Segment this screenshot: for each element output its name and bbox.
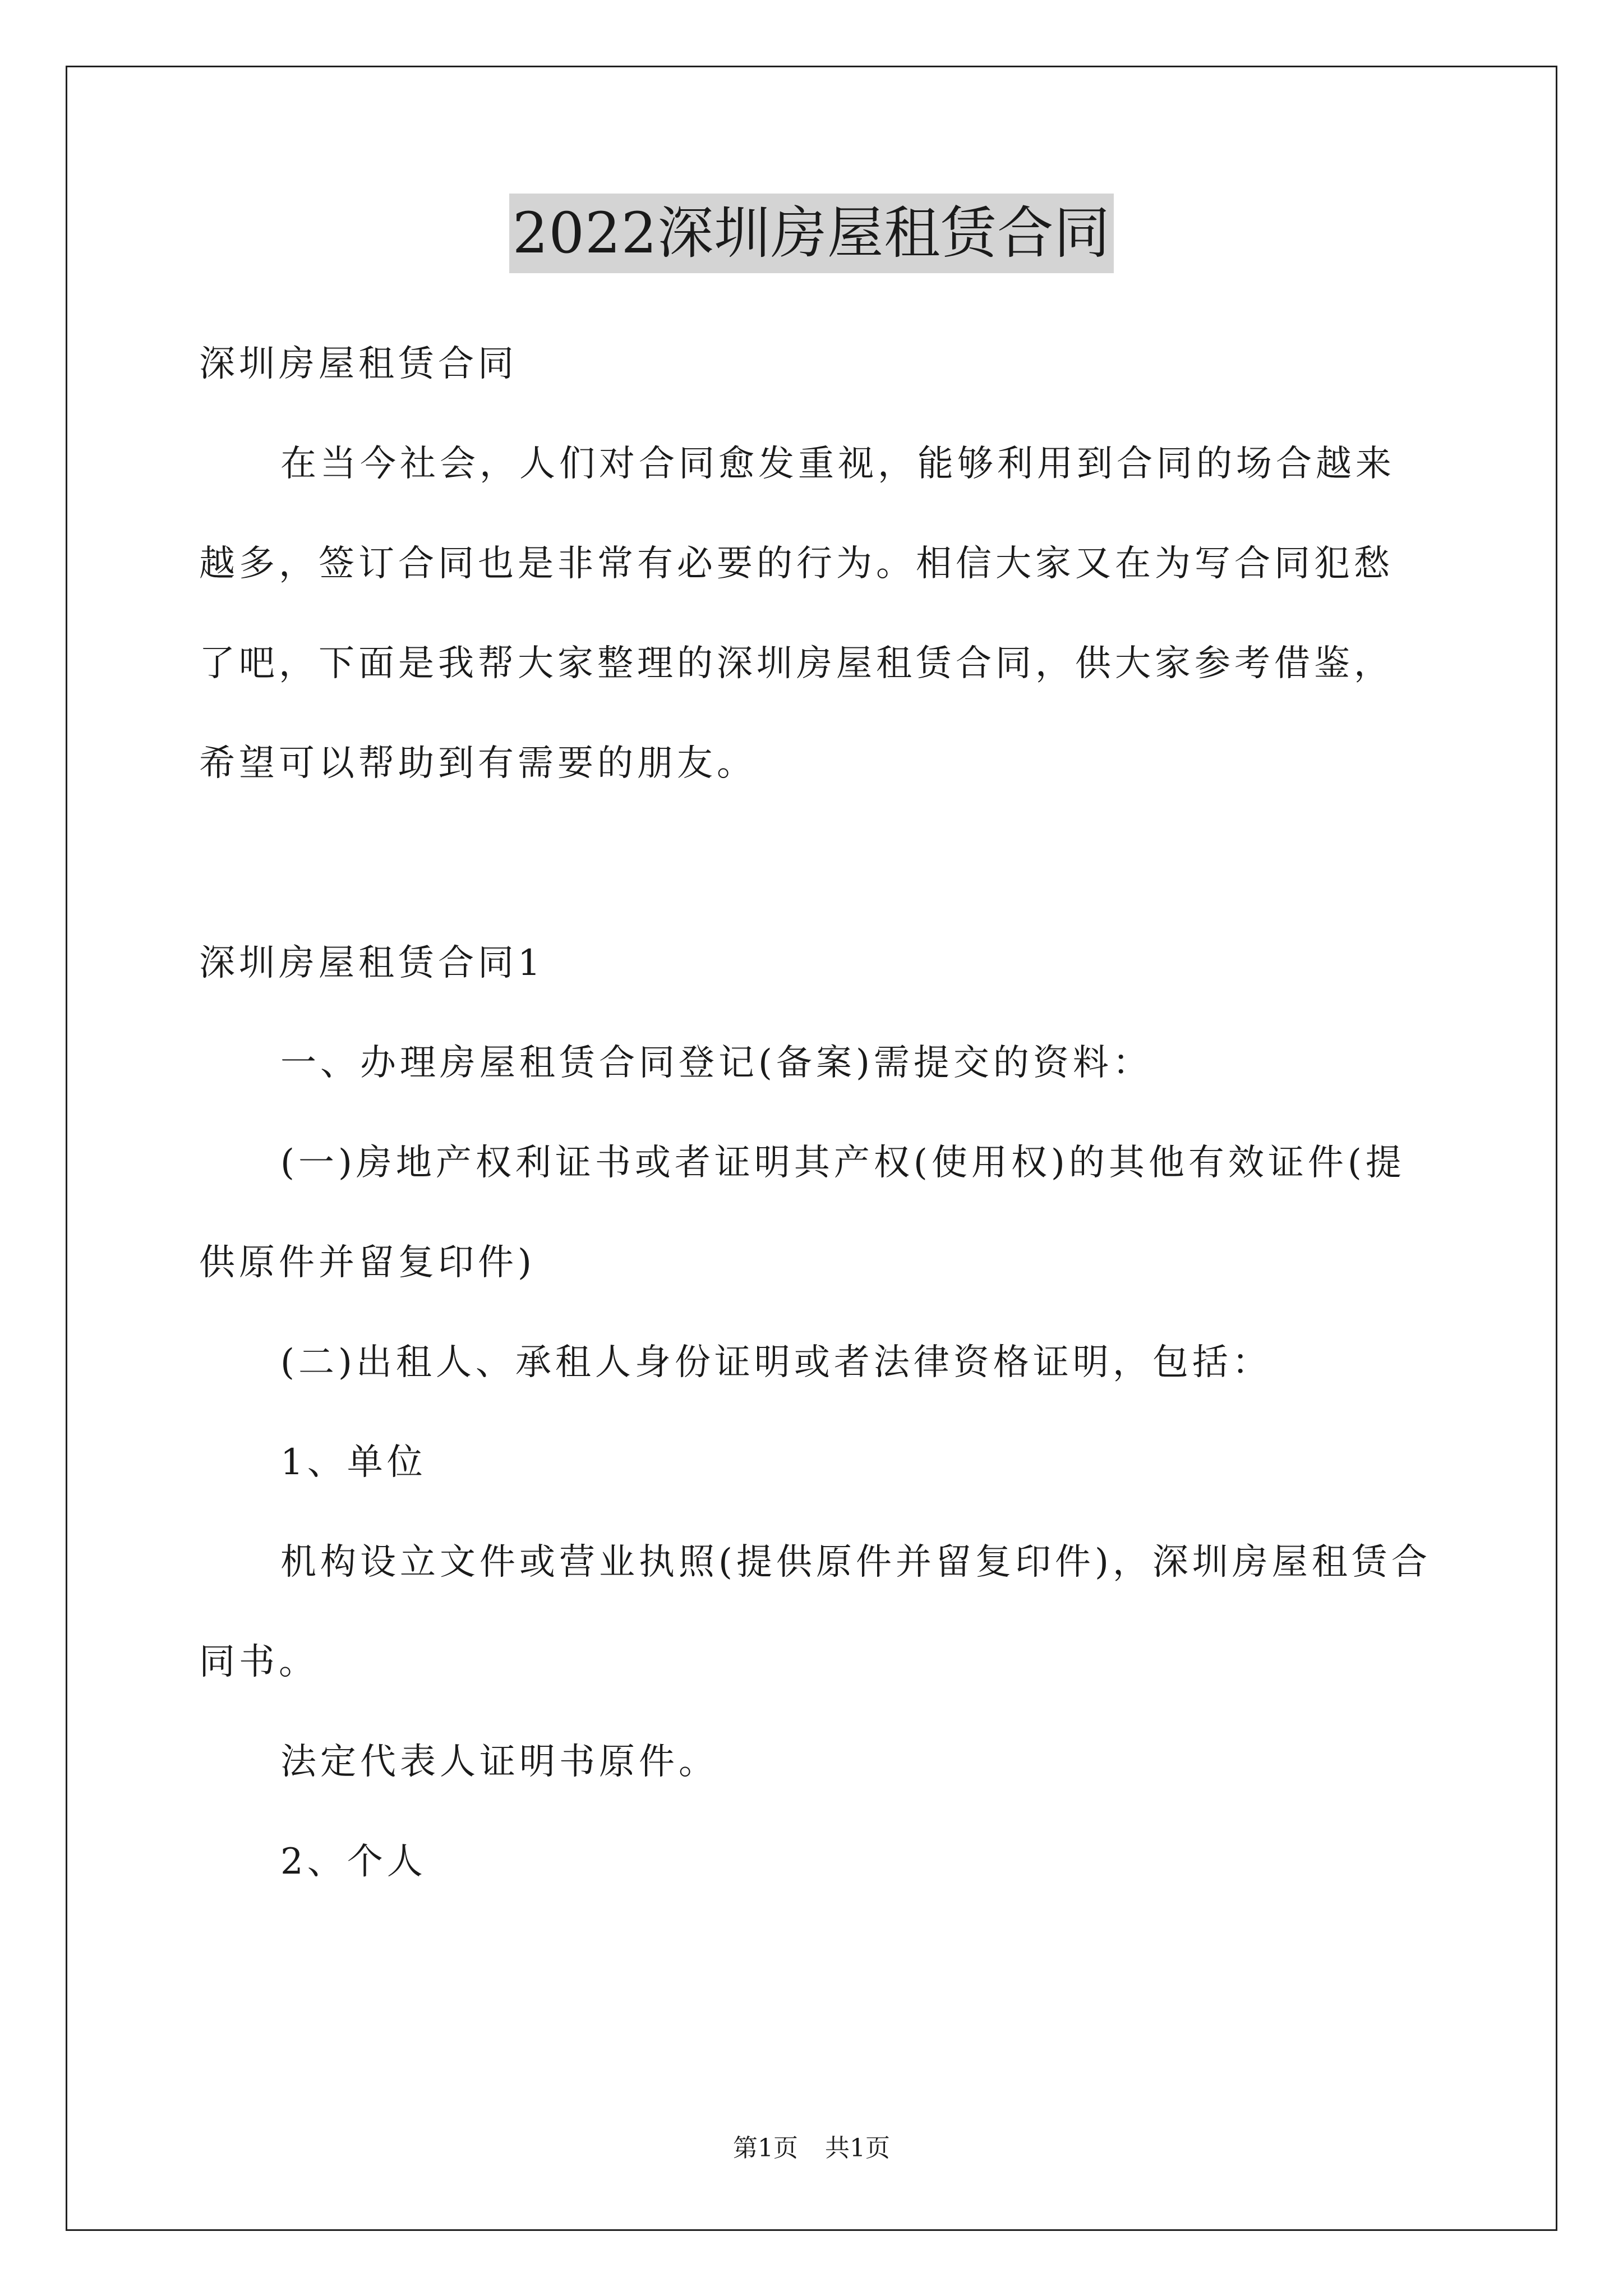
page-number: 第1页 [733, 2134, 798, 2162]
clause-item-1: (一)房地产权利证书或者证明其产权(使用权)的其他有效证件(提供原件并留复印件) [199, 1142, 1405, 1283]
document-title: 2022深圳房屋租赁合同 [509, 194, 1114, 273]
title-container [0, 194, 1623, 273]
sub-item-unit: 1、单位 [280, 1442, 427, 1483]
page-footer [0, 2132, 1623, 2165]
paragraph-spacer [199, 813, 1433, 913]
legal-rep-paragraph: 法定代表人证明书原件。 [280, 1741, 718, 1783]
page-total: 共1页 [825, 2134, 890, 2162]
intro-paragraph: 在当今社会，人们对合同愈发重视，能够利用到合同的场合越来越多，签订合同也是非常有必要的行为。相信大家又在为写合同犯愁了吧，下面是我帮大家整理的深圳房屋租赁合同，供大家参考借鉴，希望可以帮助到有需要的朋友。 [199, 443, 1395, 784]
clause-heading: 一、办理房屋租赁合同登记(备案)需提交的资料： [280, 1042, 1152, 1084]
subtitle: 深圳房屋租赁合同 [199, 343, 518, 385]
unit-docs-paragraph: 机构设立文件或营业执照(提供原件并留复印件)，深圳房屋租赁合同书。 [199, 1542, 1431, 1683]
section-heading: 深圳房屋租赁合同1 [199, 942, 545, 984]
sub-item-individual: 2、个人 [280, 1841, 427, 1883]
document-body [199, 314, 1433, 1912]
clause-item-2: (二)出租人、承租人身份证明或者法律资格证明，包括： [280, 1342, 1272, 1383]
